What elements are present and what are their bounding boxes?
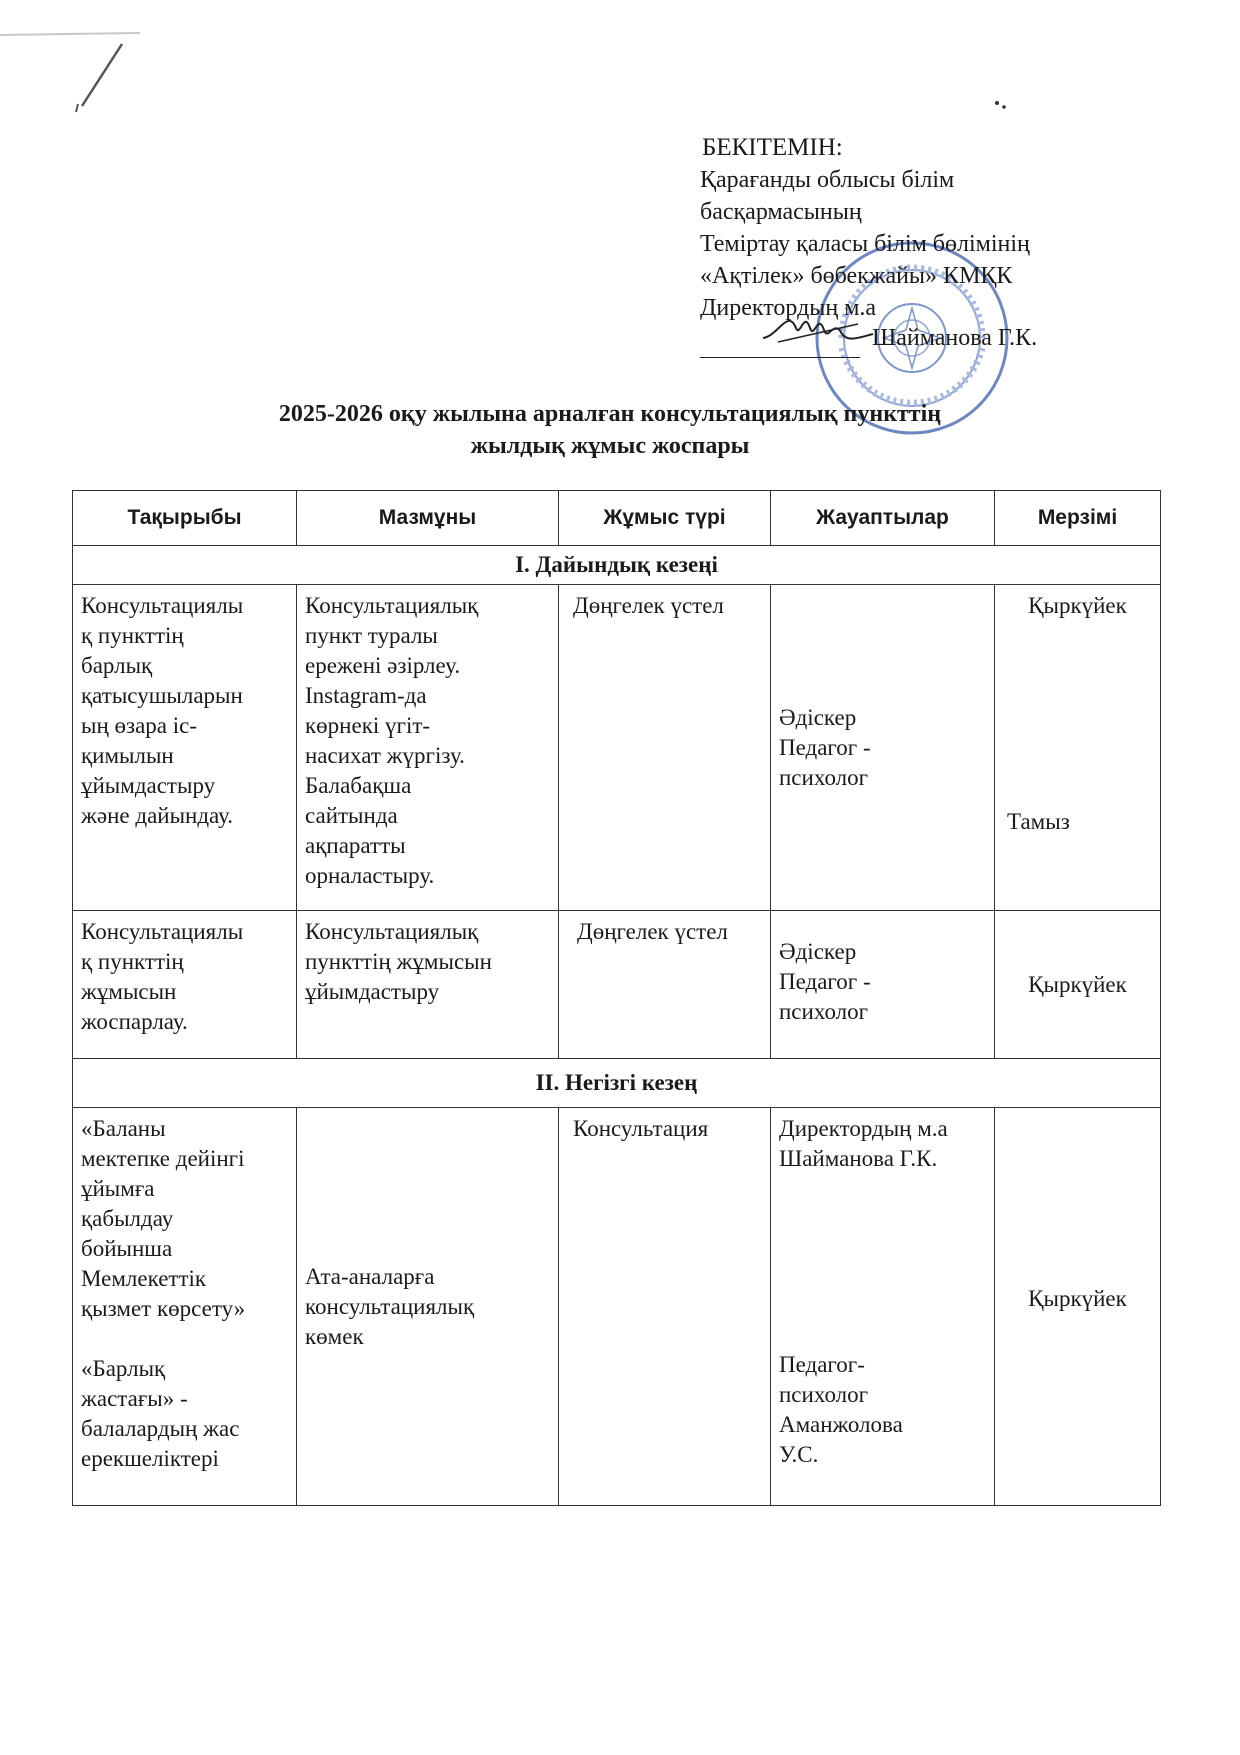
approval-line: Директордың м.а — [700, 295, 877, 321]
header-content: Мазмұны — [297, 491, 559, 546]
cell-text: қ пункттің — [81, 623, 184, 648]
table-row — [73, 911, 1161, 1059]
cell-text: Консультациялық — [305, 919, 479, 944]
cell-text: Консультациялы — [81, 919, 244, 944]
approval-line: «Ақтілек» бөбекжайы» КМҚК — [700, 263, 1013, 289]
work-plan-table — [72, 490, 1161, 1506]
cell-topic — [73, 585, 297, 911]
approval-heading: БЕКІТЕМІН: — [702, 134, 843, 161]
cell-text: ұйымдастыру — [81, 773, 216, 798]
table-row — [73, 1108, 1161, 1506]
cell-text: «Барлық — [81, 1356, 166, 1381]
cell-responsible — [771, 585, 995, 911]
signer-name: Шайманова Г.К. — [872, 325, 1038, 351]
cell-text: және дайындау. — [81, 803, 234, 828]
cell-text: қызмет көрсету» — [81, 1296, 246, 1321]
cell-work-type — [559, 1108, 771, 1506]
cell-text: Тамыз — [1007, 809, 1070, 834]
cell-text: ережені әзірлеу. — [305, 653, 461, 678]
document-title — [140, 398, 1080, 462]
title-line: 2025-2026 оқу жылына арналған консультациялық пункттің — [278, 401, 942, 427]
cell-text: Дөңгелек үстел — [577, 919, 728, 944]
cell-topic — [73, 911, 297, 1059]
cell-text: Педагог - — [779, 969, 871, 994]
cell-text: Аманжолова — [779, 1412, 903, 1437]
cell-text: психолог — [779, 1382, 869, 1407]
cell-text: Әдіскер — [779, 939, 857, 964]
cell-text: Қыркүйек — [1028, 1286, 1127, 1311]
cell-text: Дөңгелек үстел — [573, 593, 724, 618]
cell-text: қабылдау — [81, 1206, 174, 1231]
header-work-type: Жұмыс түрі — [559, 491, 771, 546]
stage-title: ІІ. Негізгі кезең — [73, 1059, 1161, 1108]
title-line: жылдық жұмыс жоспары — [470, 433, 750, 459]
approval-line: Қарағанды облысы білім — [700, 167, 955, 193]
cell-text: пункт туралы — [305, 623, 438, 648]
cell-text: консультациялық — [305, 1293, 475, 1319]
cell-text: насихат жүргізу. — [305, 743, 465, 768]
cell-work-type — [559, 585, 771, 911]
cell-text: Қыркүйек — [1028, 593, 1127, 618]
cell-text: Консультациялық — [305, 593, 479, 618]
cell-work-type — [559, 911, 771, 1059]
cell-text: орналастыру. — [305, 863, 435, 888]
cell-text: қ пункттің — [81, 949, 184, 974]
approval-block — [700, 132, 1120, 324]
cell-text: психолог — [779, 765, 869, 790]
cell-text: жоспарлау. — [81, 1009, 188, 1034]
cell-text: көрнекі үгіт- — [305, 713, 431, 738]
cell-text: ұйымға — [81, 1176, 155, 1201]
cell-text: бойынша — [81, 1236, 173, 1261]
cell-text: ақпаратты — [305, 833, 406, 858]
cell-text: қатысушыларын — [81, 683, 243, 708]
cell-text: Балабақша — [305, 773, 412, 798]
cell-content — [297, 1108, 559, 1506]
cell-text: балалардың жас — [81, 1416, 240, 1441]
cell-text: ұйымдастыру — [305, 979, 440, 1004]
cell-responsible — [771, 911, 995, 1059]
cell-text: У.С. — [779, 1442, 819, 1467]
cell-text: сайтында — [305, 803, 398, 828]
cell-text: көмек — [305, 1323, 364, 1349]
signature-line — [700, 357, 860, 358]
stage-title: І. Дайындық кезеңі — [73, 546, 1161, 585]
cell-text: барлық — [81, 653, 153, 678]
cell-deadline — [995, 1108, 1161, 1506]
spacer — [81, 1324, 288, 1354]
cell-text: «Баланы — [81, 1116, 166, 1141]
cell-deadline — [995, 585, 1161, 911]
cell-text: қимылын — [81, 743, 174, 768]
stage-row — [73, 1059, 1161, 1108]
cell-text: пункттің жұмысын — [305, 949, 492, 974]
approval-line: Теміртау қаласы білім бөлімінің — [700, 231, 1030, 257]
cell-text: Директордың м.а — [779, 1116, 948, 1141]
cell-text: Ата-аналарға — [305, 1263, 435, 1289]
cell-deadline — [995, 911, 1161, 1059]
table-row — [73, 585, 1161, 911]
table-header-row — [73, 491, 1161, 546]
cell-text: Консультация — [573, 1116, 709, 1141]
cell-responsible — [771, 1108, 995, 1506]
approval-line: басқармасының — [700, 199, 862, 225]
header-topic: Тақырыбы — [73, 491, 297, 546]
cell-content — [297, 585, 559, 911]
cell-text: Консультациялы — [81, 593, 244, 618]
cell-text: Әдіскер — [779, 705, 857, 730]
cell-content — [297, 911, 559, 1059]
cell-text: Педагог- — [779, 1352, 865, 1377]
cell-text: мектепке дейінгі — [81, 1146, 245, 1171]
cell-text: ың өзара іс- — [81, 713, 198, 738]
header-responsible: Жауаптылар — [771, 491, 995, 546]
cell-text: Қыркүйек — [1028, 971, 1127, 997]
cell-topic — [73, 1108, 297, 1506]
cell-text: Педагог - — [779, 735, 871, 760]
header-deadline: Мерзімі — [995, 491, 1161, 546]
stage-row — [73, 546, 1161, 585]
cell-text: жұмысын — [81, 979, 177, 1004]
scan-mark — [0, 0, 1240, 130]
spacer — [779, 1174, 986, 1350]
cell-text: ерекшеліктері — [81, 1446, 219, 1471]
cell-text: жастағы» - — [81, 1386, 188, 1411]
cell-text: Мемлекеттік — [81, 1266, 207, 1291]
cell-text: Шайманова Г.К. — [779, 1146, 938, 1171]
cell-text: Instagram-да — [305, 683, 427, 708]
cell-text: психолог — [779, 999, 869, 1024]
